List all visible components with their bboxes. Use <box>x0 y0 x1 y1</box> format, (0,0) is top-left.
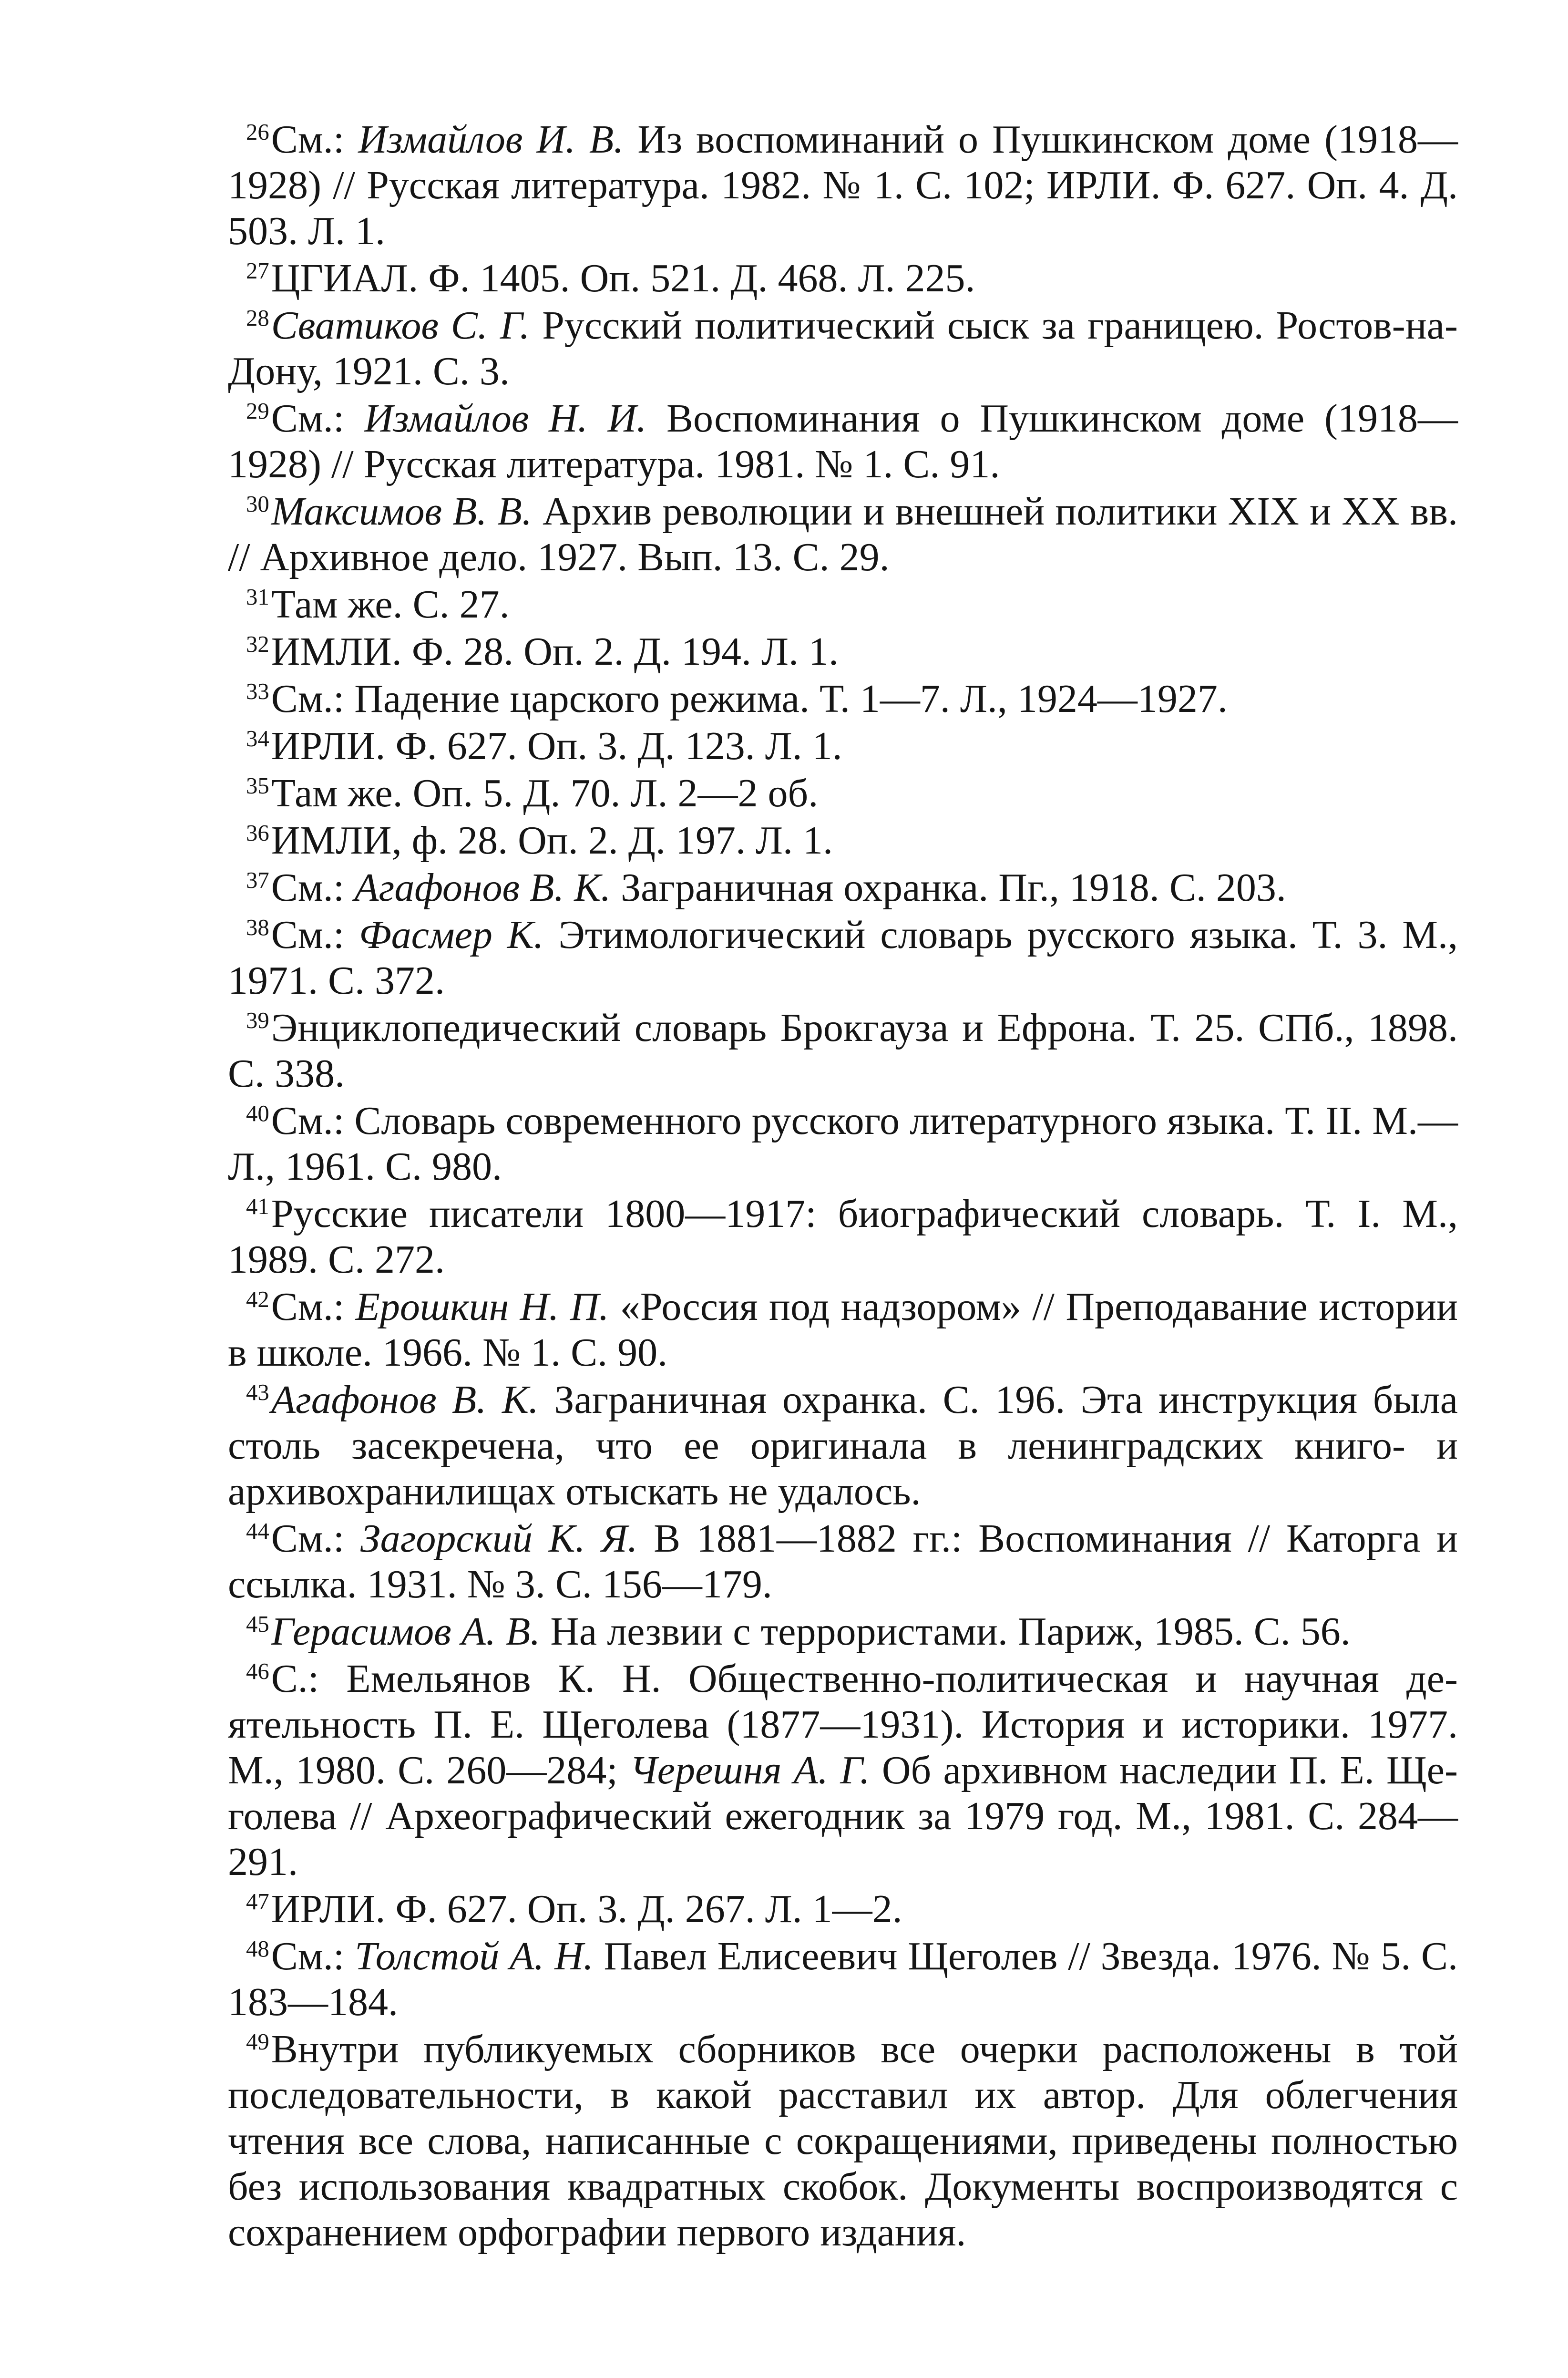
footnote-text: ИРЛИ. Ф. 627. Оп. 3. Д. 267. Л. 1—2. <box>271 1887 902 1931</box>
footnote-text: Павел Елисеевич Щеголев // Звезда. 1976. № 5. С. 183—184. <box>228 1934 1458 2024</box>
author-name: Максимов В. В. <box>271 489 532 534</box>
footnote-number: 38 <box>246 915 269 941</box>
footnote-text: «Россия под надзором» // Преподавание истории в школе. 1966. № 1. С. 90. <box>228 1285 1458 1375</box>
footnote-32 <box>228 629 1458 675</box>
footnote-number: 46 <box>246 1658 269 1685</box>
footnote-35 <box>228 771 1458 816</box>
footnote-number: 47 <box>246 1889 269 1915</box>
footnote-text: См.: <box>271 117 359 162</box>
footnote-text: Заграничная охранка. Пг., 1918. С. 203. <box>611 865 1286 910</box>
footnote-text: Архив революции и внешней политики XIX и XX вв. // Архивное дело. 1927. Вып. 13. С. 29. <box>228 489 1458 579</box>
footnote-39 <box>228 1005 1458 1097</box>
footnote-40 <box>228 1098 1458 1190</box>
footnote-text: Русский политический сыск за границею. Ростов-на-Дону, 1921. С. 3. <box>228 303 1458 393</box>
footnote-37 <box>228 865 1458 911</box>
footnote-text: ИРЛИ. Ф. 627. Оп. 3. Д. 123. Л. 1. <box>271 724 842 768</box>
footnote-text: См.: Словарь современного русского литературного языка. Т. II. М.—Л., 1961. С. 980. <box>228 1099 1458 1189</box>
footnote-text: ЦГИАЛ. Ф. 1405. Оп. 521. Д. 468. Л. 225. <box>271 256 975 300</box>
footnote-28 <box>228 303 1458 394</box>
author-name: Фасмер К. <box>359 913 544 957</box>
footnote-number: 29 <box>246 398 269 424</box>
footnote-number: 30 <box>246 491 269 517</box>
footnote-27 <box>228 256 1458 301</box>
footnote-48 <box>228 1934 1458 2025</box>
author-name: Сватиков С. Г. <box>271 303 530 348</box>
footnote-number: 28 <box>246 305 269 331</box>
footnote-number: 42 <box>246 1287 269 1313</box>
footnote-text: Там же. Оп. 5. Д. 70. Л. 2—2 об. <box>271 771 819 815</box>
footnote-number: 31 <box>246 584 269 610</box>
footnote-36 <box>228 818 1458 864</box>
footnote-text: Заграничная охранка. С. 196. Эта инструкция была столь засекречена, что ее оригинала в ленинградских книго- и архивохранилищах отыскать не удалось. <box>228 1378 1458 1513</box>
footnote-text: ИМЛИ. Ф. 28. Оп. 2. Д. 194. Л. 1. <box>271 629 839 674</box>
footnote-number: 39 <box>246 1008 269 1034</box>
author-name: Ерошкин Н. П. <box>355 1285 609 1329</box>
footnote-text: Воспоминания о Пушкинском доме (1918—1928) // Русская литература. 1981. № 1. С. 91. <box>228 396 1458 486</box>
footnote-text: Русские писатели 1800—1917: биографический словарь. Т. I. М., 1989. С. 272. <box>228 1192 1458 1282</box>
footnote-number: 26 <box>246 119 269 145</box>
footnote-number: 48 <box>246 1936 269 1962</box>
footnote-26 <box>228 117 1458 254</box>
author-name: Толстой А. Н. <box>355 1934 594 1978</box>
footnote-number: 45 <box>246 1611 269 1637</box>
footnote-text: См.: <box>271 913 359 957</box>
footnote-38 <box>228 912 1458 1004</box>
footnote-number: 37 <box>246 867 269 894</box>
footnote-42 <box>228 1284 1458 1376</box>
footnote-number: 33 <box>246 679 269 705</box>
author-name: Загорский К. Я. <box>360 1516 638 1561</box>
footnote-text: Энциклопедический словарь Брокгауза и Ефрона. Т. 25. СПб., 1898. С. 338. <box>228 1006 1458 1096</box>
footnote-number: 36 <box>246 820 269 846</box>
footnote-31 <box>228 582 1458 628</box>
footnote-number: 43 <box>246 1379 269 1406</box>
footnote-text: Этимологический словарь русского языка. Т. 3. М., 1971. С. 372. <box>228 913 1458 1003</box>
footnote-44 <box>228 1516 1458 1607</box>
footnote-29 <box>228 396 1458 487</box>
author-name: Черешня А. Г. <box>629 1748 870 1792</box>
footnote-text: Там же. С. 27. <box>271 582 510 627</box>
footnote-49 <box>228 2027 1458 2255</box>
footnote-text: ИМЛИ, ф. 28. Оп. 2. Д. 197. Л. 1. <box>271 818 833 863</box>
footnote-text: В 1881—1882 гг.: Воспоминания // Каторга и ссылка. 1931. № 3. С. 156—179. <box>228 1516 1458 1606</box>
footnote-text: Из воспоминаний о Пушкинском доме (1918—1928) // Русская литература. 1982. № 1. С. 102; ИРЛИ. Ф. 627. Оп. 4. Д. 503. Л. 1. <box>228 117 1458 253</box>
footnote-text: См.: <box>271 1934 355 1978</box>
author-name: Измайлов И. В. <box>358 117 624 162</box>
footnote-text: См.: <box>271 1516 360 1561</box>
footnote-text: На лезвии с террористами. Париж, 1985. С. 56. <box>540 1609 1351 1654</box>
footnote-46 <box>228 1656 1458 1885</box>
footnote-34 <box>228 723 1458 769</box>
footnote-text: См.: Падение царского режима. Т. 1—7. Л., 1924—1927. <box>271 677 1228 721</box>
footnote-number: 41 <box>246 1194 269 1220</box>
footnote-43 <box>228 1377 1458 1514</box>
author-name: Агафонов В. К. <box>271 1378 539 1422</box>
footnote-text: Внутри публикуемых сборников все очерки расположены в той последовательности, в какой расставил их автор. Для облегчения чтения все слова, написанные с сокращениями, приведены полностью без использования квадратных скобок. Документы воспроизводятся с сохранением орфографии первого издания. <box>228 2027 1458 2254</box>
notes-page <box>228 117 1458 2257</box>
footnote-number: 40 <box>246 1101 269 1127</box>
footnote-text: См.: <box>271 865 355 910</box>
author-name: Агафонов В. К. <box>354 865 611 910</box>
footnote-number: 27 <box>246 258 269 284</box>
footnote-number: 32 <box>246 631 269 658</box>
author-name: Герасимов А. В. <box>271 1609 541 1654</box>
footnote-47 <box>228 1886 1458 1932</box>
footnote-30 <box>228 489 1458 580</box>
footnote-33 <box>228 676 1458 722</box>
footnote-text: С.: Емельянов К. Н. Общественно-политическая и научная деятельность П. Е. Щеголева (1877—1931). История и историки. 1977. М., 1980. С. 260—284; <box>228 1657 1458 1792</box>
footnote-number: 44 <box>246 1518 269 1544</box>
footnote-number: 49 <box>246 2029 269 2055</box>
author-name: Измайлов Н. И. <box>364 396 647 441</box>
footnote-number: 34 <box>246 726 269 752</box>
footnote-text: См.: <box>271 396 365 441</box>
footnote-text: См.: <box>271 1285 356 1329</box>
footnote-number: 35 <box>246 773 269 799</box>
footnote-45 <box>228 1609 1458 1655</box>
footnote-text: Об архивном наследии П. Е. Щеголева // Археографический ежегодник за 1979 год. М., 1981. С. 284—291. <box>228 1748 1458 1884</box>
footnote-41 <box>228 1191 1458 1283</box>
